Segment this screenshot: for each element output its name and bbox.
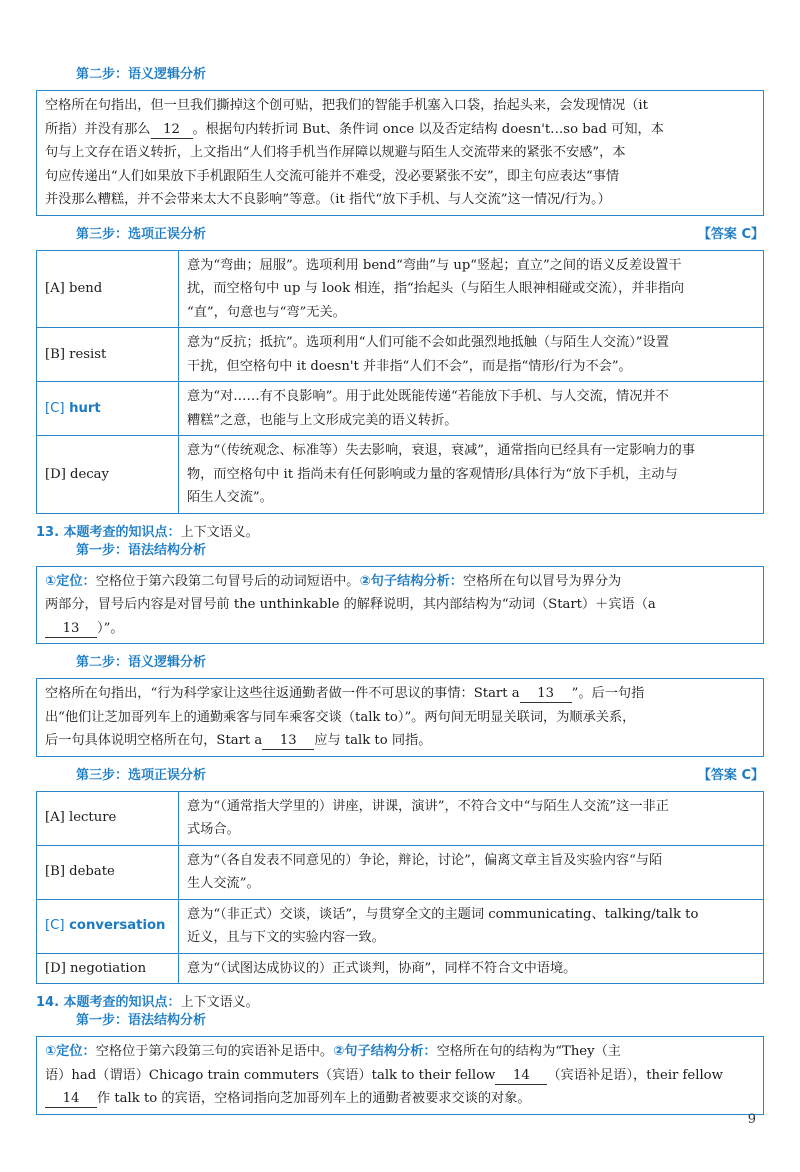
q14-step1-line-1: ①定位：空格位于第六段第三句的宾语补足语中。②句子结构分析：空格所在句的结构为“They（主 — [45, 1044, 621, 1059]
option-explanation: 意为“（传统观念、标准等）失去影响，衰退，衰减”，通常指向已经具有一定影响力的事 物，而空格句中 it 指尚未有任何影响或力量的客观情形/具体行为“放下手机，主动与 陌生人交流”。 — [179, 436, 764, 514]
option-explanation: 意为“弯曲；屈服”。选项利用 bend“弯曲”与 up“竖起；直立”之间的语义反差设置干 扰，而空格句中 up 与 look 相连，指“抬起头（与陌生人眼神相碰或交流），并非指向 “直”，句意也与“弯”无关。 — [179, 250, 764, 328]
q12-option-b — [37, 328, 764, 382]
q12-step2-line-2: 所指）并没有那么 12 。根据句内转折词 But、条件词 once 以及否定结构 doesn't…so bad 可知，本 — [45, 121, 664, 137]
q12-option-d — [37, 436, 764, 514]
page-content — [36, 0, 764, 1115]
q12-step3-title: 第三步：选项正误分析 【答案 C】 — [76, 226, 764, 242]
q13-step1-title: 第一步：语法结构分析 — [76, 542, 207, 558]
q12-answer: 【答案 C】 — [697, 226, 764, 242]
option-label: [D] negotiation — [37, 953, 179, 984]
q13-answer: 【答案 C】 — [697, 767, 764, 783]
q14-blank: 14 — [495, 1067, 547, 1085]
option-label-correct: [C] conversation — [37, 899, 179, 953]
q14-step1-title: 第一步：语法结构分析 — [76, 1013, 207, 1028]
option-explanation: 意为“（各自发表不同意见的）争论，辩论，讨论”，偏离文章主旨及实验内容“与陌 生人交流”。 — [179, 845, 764, 899]
q12-step2-line-4: 句应传递出“人们如果放下手机跟陌生人交流可能并不难受，没必要紧张不安”，即主句应表达“事情 — [45, 168, 620, 184]
q12-options-table — [36, 250, 764, 514]
q14-step1-line-2: 语）had（谓语）Chicago train commuters（宾语）talk to their fellow 14 （宾语补足语），their fellow — [45, 1067, 723, 1083]
q12-step2-title: 第二步：语义逻辑分析 — [76, 67, 207, 82]
q13-option-c — [37, 899, 764, 953]
q13-step1-box — [36, 566, 764, 645]
q12-step2-line-5: 并没那么糟糕，并不会带来太大不良影响”等意。（it 指代“放下手机、与人交流”这一情况/行为。） — [45, 192, 611, 207]
q13-step3-title: 第三步：选项正误分析 【答案 C】 — [76, 767, 764, 783]
q13-option-b — [37, 845, 764, 899]
q13-blank: 13 — [520, 685, 572, 703]
q12-step2-box — [36, 90, 764, 216]
q13-step2-line-1: 空格所在句指出，“行为科学家让这些往返通勤者做一件不可思议的事情：Start a 13 ”。后一句指 — [45, 686, 645, 701]
q14-step1-box — [36, 1036, 764, 1115]
q13-step2-line-3: 后一句具体说明空格所在句，Start a 13 应与 talk to 同指。 — [45, 733, 432, 748]
q13-blank: 13 — [262, 732, 314, 750]
q12-step2-line-1: 空格所在句指出，但一旦我们撕掉这个创可贴，把我们的智能手机塞入口袋，抬起头来，会发现情况（it — [45, 98, 648, 113]
q13-option-d — [37, 953, 764, 984]
q12-blank: 12 — [151, 121, 193, 139]
q12-step2-line-3: 句与上文存在语义转折，上文指出“人们将手机当作屏障以规避与陌生人交流带来的紧张不安感”，本 — [45, 145, 626, 160]
option-label: [A] bend — [37, 250, 179, 328]
q13-step2-box — [36, 678, 764, 757]
q13-step1-line-2: 两部分，冒号后内容是对冒号前 the unthinkable 的解释说明，其内部结构为“动词（Start）＋宾语（a — [45, 597, 656, 612]
q14-step1-line-3: 14 作 talk to 的宾语，空格词指向芝加哥列车上的通勤者被要求交谈的对象。 — [45, 1087, 755, 1111]
q12-option-c — [37, 382, 764, 436]
option-explanation: 意为“（通常指大学里的）讲座，讲课，演讲”，不符合文中“与陌生人交流”这一非正 式场合。 — [179, 791, 764, 845]
q14-heading: 14. 本题考查的知识点：上下文语义。 — [36, 995, 259, 1010]
option-label: [B] debate — [37, 845, 179, 899]
q13-blank: 13 — [45, 620, 97, 638]
q12-option-a — [37, 250, 764, 328]
q13-step2-line-2: 出“他们让芝加哥列车上的通勤乘客与同车乘客交谈（talk to）”。两句间无明显关联词，为顺承关系， — [45, 709, 636, 725]
option-label-correct: [C] hurt — [37, 382, 179, 436]
option-explanation: 意为“反抗；抵抗”。选项利用“人们可能不会如此强烈地抵触（与陌生人交流）”设置 干扰，但空格句中 it doesn't 并非指“人们不会”，而是指“情形/行为不会”。 — [179, 328, 764, 382]
option-label: [B] resist — [37, 328, 179, 382]
q13-step1-line-1: ①定位：空格位于第六段第二句冒号后的动词短语中。②句子结构分析：空格所在句以冒号为界分为 — [45, 573, 622, 589]
option-explanation: 意为“对……有不良影响”。用于此处既能传递“若能放下手机、与人交流，情况并不 糟糕”之意，也能与上文形成完美的语义转折。 — [179, 382, 764, 436]
option-label: [D] decay — [37, 436, 179, 514]
option-explanation: 意为“（非正式）交谈，谈话”，与贯穿全文的主题词 communicating、talking/talk to 近义，且与下文的实验内容一致。 — [179, 899, 764, 953]
option-label: [A] lecture — [37, 791, 179, 845]
q14-blank: 14 — [45, 1090, 97, 1108]
q13-step2-title: 第二步：语义逻辑分析 — [76, 655, 207, 670]
option-explanation: 意为“（试图达成协议的）正式谈判，协商”，同样不符合文中语境。 — [179, 953, 764, 984]
q13-step1-line-3: 13 ）”。 — [45, 617, 755, 641]
q13-heading: 13. 本题考查的知识点：上下文语义。 — [36, 524, 259, 540]
q13-options-table — [36, 791, 764, 985]
q13-option-a — [37, 791, 764, 845]
page-number: 9 — [747, 1112, 756, 1127]
